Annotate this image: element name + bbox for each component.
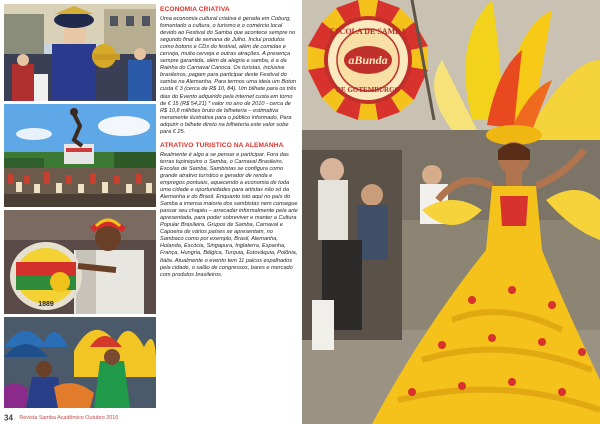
drum-label: 1889 xyxy=(38,301,54,308)
section-body-atrativo-turistico: Realmente é algo a se pensar e participar. Fora das terras tupiniquins o Samba, o Carnaval Brasileiro, Escolas de Samba, Sambistas se configura como grande atrativo turístico e gerador de renda e empregos pontuais, aquecendo a economia de toda uma cidade e oportunidades para artistas não só da Alemanha e do Brasil. Enquanto isto aqui no país do Samba a imensa maioria dos sambistas nem consegue passar seu chapéu – arrecadar informalmente pela arte apresentada, para poder sobreviver e manter a Cultura Popular Brasileira. Grupos de Samba, Carnaval e Capoeira de vários países se apresentam, no Sambaco como por exemplo, Brasil, Alemanha, Holanda, Escócia, Singapura, Inglaterra, Espanha, França, Hungria, Bélgica, Turquia, Estováquia, Polônia, Itália. Atualmente o evento tem 11 palcos espalhados pela cidade, o salão de congressos, bares e mercado com produtos brasileiros. xyxy=(160,151,298,278)
photo-marching-band xyxy=(4,4,156,101)
photo-drummer xyxy=(4,210,156,314)
page-number: 34 xyxy=(4,413,13,423)
flag-text-gotemburgo: DE GOTEMBURGO xyxy=(336,86,400,94)
section-body-economia-criativa: Uma economia cultural criativa é gerada em Coburg, fomentado a cultura, o turismo e o comércio local devido ao Festival do Samba que acontece sempre no segundo final de semana de Julho. Inclui produtos como botons e CDs do festival, além de comidas e cerveja, muita cerveja e outras atrações. A presença sempre garantida, além da alegria e samba, é a da Rainha do Carnaval Carioca. Os turistas, inclusive brasileiros, pagam para participar deste Festival do samba na Alemanha. Para termos uma ideia um Boton custa € 3 (cerca de R$ 10, 84). Um bilhete para os três dias do Evento adquirido pela internet custa em torno de € 15 (R$ 54,21) * valor no ano de 2010 - cerca de R$ 10,8 milhões bruto de bilheteria – estimativa meramente ilustrativa para o público informado, Para adquirir o bilhete direto na bilheteria este valor sobe para € 25. xyxy=(160,16,297,135)
article-text-column xyxy=(160,6,298,406)
photo-festival-crowd xyxy=(4,104,156,207)
publication-title: Revista Samba Acadêmico Outubro 2016 xyxy=(19,414,119,421)
page-footer xyxy=(4,409,118,421)
section-heading-atrativo-turistico: ATRATIVO TURISTICO NA ALEMANHA xyxy=(160,141,284,149)
photo-carnival-costumes xyxy=(4,317,156,408)
right-page-photo xyxy=(302,0,600,424)
section-heading-economia-criativa: ECONOMIA CRIATIVA xyxy=(160,6,230,13)
flag-text-escola: ESCOLA DE SAMBA xyxy=(329,27,407,36)
flag-text-abunda: aBunda xyxy=(348,53,388,67)
